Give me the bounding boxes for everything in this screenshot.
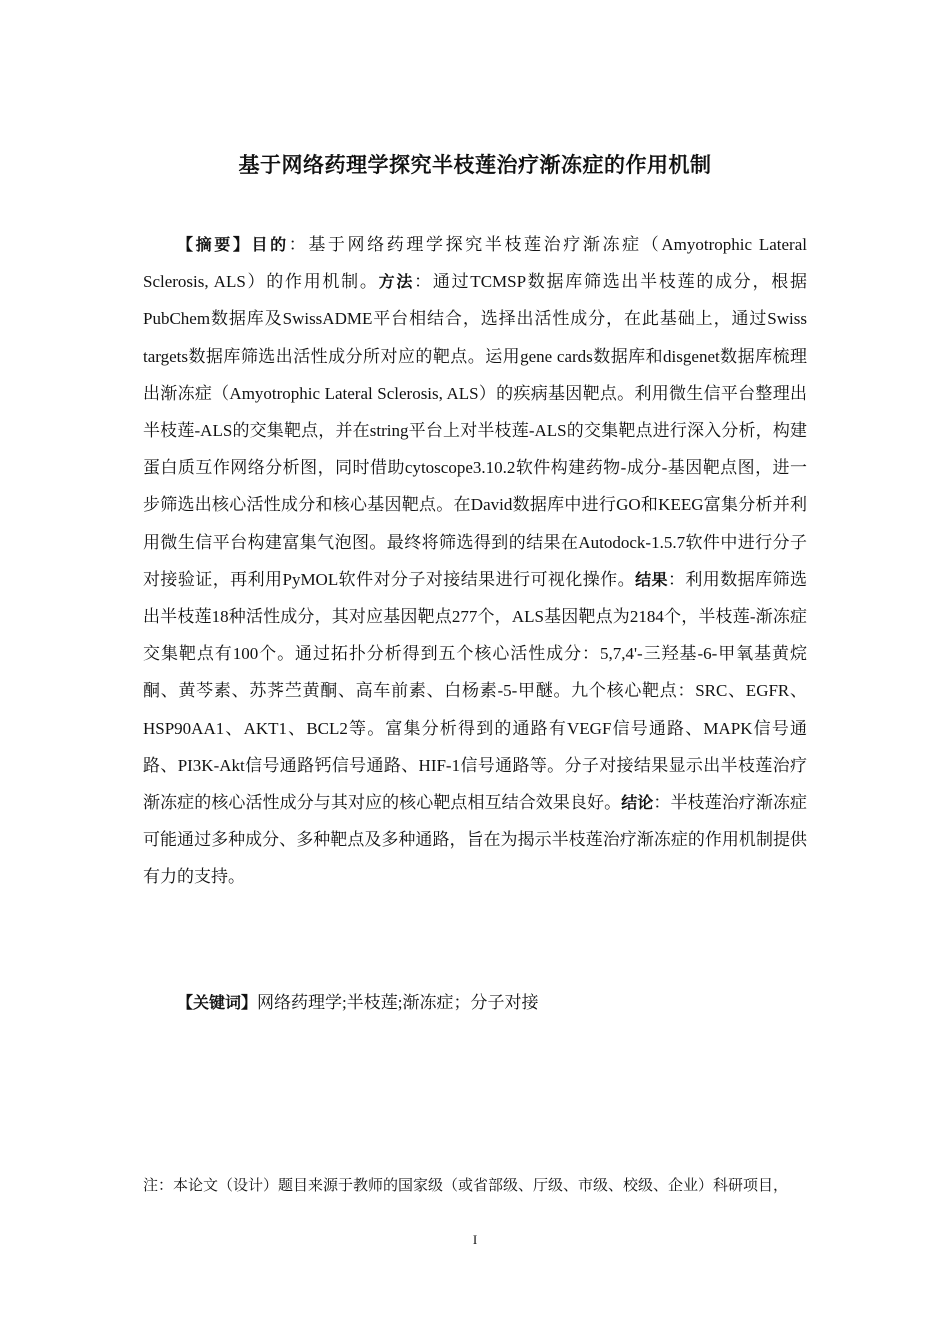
abstract-label: 【摘要】 [177,235,252,254]
objective-heading: 目的 [251,235,289,254]
results-colon: ： [667,569,686,589]
objective-text: 基于网络药理学探究半枝莲治疗渐冻症（Amyotrophic Lateral Sclerosis, ALS）的作用机制。 [143,235,807,292]
results-heading: 结果 [635,569,668,589]
results-text: 利用数据库筛选出半枝莲18种活性成分，其对应基因靶点277个，ALS基因靶点为2184个，半枝莲-渐冻症交集靶点有100个。通过拓扑分析得到五个核心活性成分：5,7,4'-三羟基-6-甲氧基黄烷酮、黄芩素、苏荠苎黄酮、高车前素、白杨素-5-甲醚。九个核心靶点：SRC、EGFR、HSP90AA1、AKT1、BCL2等。富集分析得到的通路有VEGF信号通路、MAPK信号通路、PI3K-Akt信号通路钙信号通路、HIF-1信号通路等。分子对接结果显示出半枝莲治疗渐冻症的核心活性成分与其对应的核心靶点相互结合效果良好。 [143,569,807,813]
conclusion-colon: ： [653,793,671,813]
keywords-label: 【关键词】 [177,993,258,1012]
page-number: I [472,1232,478,1247]
keywords-text: 网络药理学;半枝莲;渐冻症；分子对接 [257,993,539,1012]
methods-text: 通过TCMSP数据库筛选出半枝莲的成分，根据PubChem数据库及SwissADME平台相结合，选择出活性成分，在此基础上，通过Swiss targets数据库筛选出活性成分所对应的靶点。运用gene cards数据库和disgenet数据库梳理出渐冻症（Amyotrophic Lateral Sclerosis, ALS）的疾病基因靶点。利用微生信平台整理出半枝莲-ALS的交集靶点，并在string平台上对半枝莲-ALS的交集靶点进行深入分析，构建蛋白质互作网络分析图，同时借助cytoscope3.10.2软件构建药物-成分-基因靶点图，进一步筛选出核心活性成分和核心基因靶点。在David数据库中进行GO和KEEG富集分析并利用微生信平台构建富集气泡图。最终将筛选得到的结果在Autodock-1.5.7软件中进行分子对接验证，再利用PyMOL软件对分子对接结果进行可视化操作。 [143,272,808,589]
methods-heading: 方法 [378,272,415,292]
paper-title: 基于网络药理学探究半枝莲治疗渐冻症的作用机制 [238,153,712,177]
footnote: 注：本论文（设计）题目来源于教师的国家级（或省部级、厅级、市级、校级、企业）科研项目， [143,1178,789,1194]
methods-colon: ： [414,272,433,292]
keywords-paragraph [143,984,807,1021]
conclusion-heading: 结论 [621,793,654,813]
abstract-paragraph [143,226,807,896]
conclusion-text: 半枝莲治疗渐冻症可能通过多种成分、多种靶点及多种通路，旨在为揭示半枝莲治疗渐冻症的作用机制提供有力的支持。 [143,793,808,887]
objective-colon: ： [288,235,309,254]
